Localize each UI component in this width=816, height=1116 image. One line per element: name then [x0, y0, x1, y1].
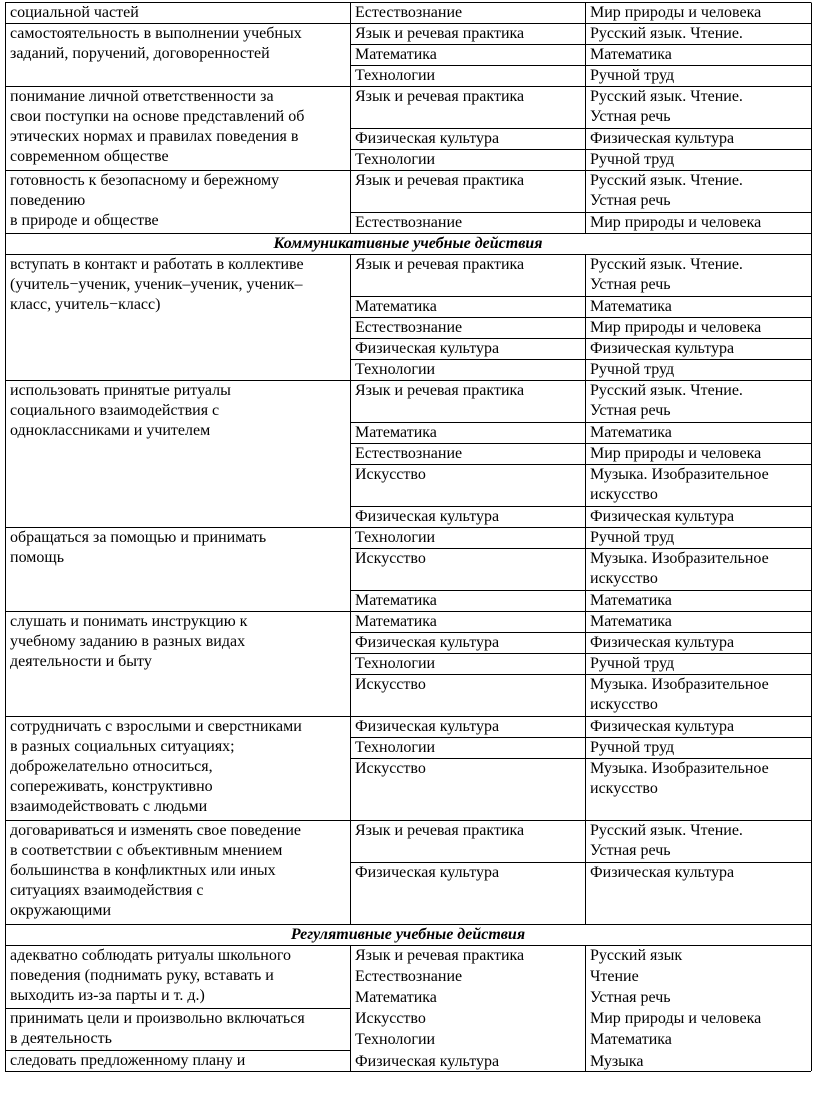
subject-name: Устная речь [590, 841, 671, 859]
row-label: обращаться за помощью и принимать [10, 528, 267, 546]
subject-name: Мир природы и человека [590, 213, 762, 231]
row-label: договариваться и изменять свое поведение [10, 821, 301, 839]
subject-name: Русский язык [590, 946, 683, 964]
subject-area: Язык и речевая практика [355, 171, 525, 189]
section-heading: Регулятивные учебные действия [290, 925, 526, 943]
row-label: слушать и понимать инструкцию к [10, 612, 248, 630]
subject-name: Русский язык. Чтение. [590, 87, 743, 105]
subject-name: Устная речь [590, 275, 671, 293]
subject-name: Математика [590, 612, 672, 630]
row-label: учебному заданию в разных видах [10, 632, 246, 650]
row-label: следовать предложенному плану и [10, 1051, 246, 1069]
subject-name: Русский язык. Чтение. [590, 381, 743, 399]
row-label: деятельности и быту [10, 652, 152, 670]
row-label: ситуациях взаимодействия с [10, 881, 204, 899]
row-label: большинства в конфликтных или иных [10, 861, 276, 879]
row-label: вступать в контакт и работать в коллективе [10, 255, 304, 273]
subject-name: Ручной труд [590, 654, 675, 672]
row-label: взаимодействовать с людьми [10, 797, 208, 815]
row-label: понимание личной ответственности за [10, 87, 274, 105]
subject-name: Устная речь [590, 107, 671, 125]
subject-name: Мир природы и человека [590, 3, 762, 21]
subject-name: Ручной труд [590, 738, 675, 756]
subject-area: Математика [355, 45, 437, 63]
row-label: заданий, поручений, договоренностей [10, 44, 270, 62]
subject-name: Устная речь [590, 401, 671, 419]
subject-area: Физическая культура [355, 507, 500, 525]
subject-name: Чтение [590, 967, 639, 985]
subject-name: Русский язык. Чтение. [590, 821, 743, 839]
subject-name: Физическая культура [590, 339, 735, 357]
subject-name: Математика [590, 297, 672, 315]
row-label: сопереживать, конструктивно [10, 777, 213, 795]
row-label: в соответствии с объективным мнением [10, 841, 283, 859]
row-label: этических нормах и правилах поведения в [10, 127, 299, 145]
subject-area: Физическая культура [355, 863, 500, 881]
subject-name: Ручной труд [590, 150, 675, 168]
subject-name: искусство [590, 695, 658, 713]
row-label: в разных социальных ситуациях; [10, 737, 235, 755]
subject-area: Язык и речевая практика [355, 821, 525, 839]
subject-name: Музыка. Изобразительное [590, 549, 769, 567]
subject-area: Естествознание [355, 967, 463, 985]
subject-area: Физическая культура [355, 717, 500, 735]
subject-area: Технологии [355, 1031, 436, 1049]
subject-area: Технологии [355, 528, 436, 546]
subject-area: Искусство [355, 675, 426, 693]
subject-name: Мир природы и человека [590, 1010, 762, 1028]
row-label: помощь [10, 548, 64, 566]
subject-area: Язык и речевая практика [355, 255, 525, 273]
subject-area: Искусство [355, 759, 426, 777]
row-label: сотрудничать с взрослыми и сверстниками [10, 717, 302, 735]
row-label: доброжелательно относиться, [10, 757, 213, 775]
row-label: в природе и обществе [10, 211, 159, 229]
subject-name: Музыка. Изобразительное [590, 675, 769, 693]
subject-area: Технологии [355, 654, 436, 672]
subject-name: Ручной труд [590, 66, 675, 84]
subject-area: Технологии [355, 360, 436, 378]
subject-name: Математика [590, 423, 672, 441]
row-label: поведению [10, 191, 86, 209]
subject-name: Мир природы и человека [590, 444, 762, 462]
subject-name: Устная речь [590, 988, 671, 1006]
subject-area: Физическая культура [355, 1052, 500, 1070]
subject-area: Искусство [355, 549, 426, 567]
subject-name: Физическая культура [590, 507, 735, 525]
row-label: выходить из-за парты и т. д.) [10, 986, 205, 1004]
row-label: (учитель−ученик, ученик–ученик, ученик– [10, 275, 303, 293]
subject-name: искусство [590, 779, 658, 797]
subject-name: Мир природы и человека [590, 318, 762, 336]
subject-name: Устная речь [590, 191, 671, 209]
row-label: использовать принятые ритуалы [10, 381, 231, 399]
row-label: класс, учитель−класс) [10, 295, 161, 313]
subject-area: Технологии [355, 150, 436, 168]
subject-name: Физическая культура [590, 863, 735, 881]
subject-area: Математика [355, 423, 437, 441]
subject-name: Математика [590, 45, 672, 63]
subject-area: Математика [355, 988, 437, 1006]
subject-area: Язык и речевая практика [355, 946, 525, 964]
subject-name: Русский язык. Чтение. [590, 24, 743, 42]
subject-area: Естествознание [355, 213, 463, 231]
row-label: современном обществе [10, 147, 169, 165]
subject-name: Математика [590, 591, 672, 609]
subject-name: Физическая культура [590, 717, 735, 735]
subject-area: Математика [355, 612, 437, 630]
section-heading: Коммуникативные учебные действия [273, 234, 543, 252]
subject-name: Русский язык. Чтение. [590, 171, 743, 189]
row-label: социального взаимодействия с [10, 401, 220, 419]
subject-area: Физическая культура [355, 633, 500, 651]
subject-area: Физическая культура [355, 129, 500, 147]
subject-area: Естествознание [355, 318, 463, 336]
subject-area: Технологии [355, 66, 436, 84]
subject-area: Естествознание [355, 3, 463, 21]
subject-name: Музыка. Изобразительное [590, 759, 769, 777]
subject-name: Музыка. Изобразительное [590, 465, 769, 483]
subject-area: Математика [355, 297, 437, 315]
row-label: свои поступки на основе представлений об [10, 107, 305, 125]
subject-area: Язык и речевая практика [355, 87, 525, 105]
subject-area: Искусство [355, 1010, 426, 1028]
subject-name: Русский язык. Чтение. [590, 255, 743, 273]
row-label: одноклассниками и учителем [10, 421, 211, 439]
row-label: в деятельность [10, 1029, 112, 1047]
row-label: готовность к безопасному и бережному [10, 171, 280, 189]
subject-name: Физическая культура [590, 633, 735, 651]
subject-area: Естествознание [355, 444, 463, 462]
subject-area: Технологии [355, 738, 436, 756]
row-label: самостоятельность в выполнении учебных [10, 24, 302, 42]
subject-area: Язык и речевая практика [355, 24, 525, 42]
row-label: принимать цели и произвольно включаться [10, 1009, 305, 1027]
row-label: социальной частей [10, 3, 139, 21]
subject-name: Музыка [590, 1052, 644, 1070]
row-label: адекватно соблюдать ритуалы школьного [10, 946, 291, 964]
row-label: поведения (поднимать руку, вставать и [10, 966, 274, 984]
subject-area: Математика [355, 591, 437, 609]
subject-name: Математика [590, 1031, 672, 1049]
subject-area: Физическая культура [355, 339, 500, 357]
row-label: окружающими [10, 901, 112, 919]
subject-name: Ручной труд [590, 528, 675, 546]
subject-name: искусство [590, 569, 658, 587]
subject-name: Ручной труд [590, 360, 675, 378]
subject-name: Физическая культура [590, 129, 735, 147]
subject-area: Искусство [355, 465, 426, 483]
subject-name: искусство [590, 485, 658, 503]
subject-area: Язык и речевая практика [355, 381, 525, 399]
